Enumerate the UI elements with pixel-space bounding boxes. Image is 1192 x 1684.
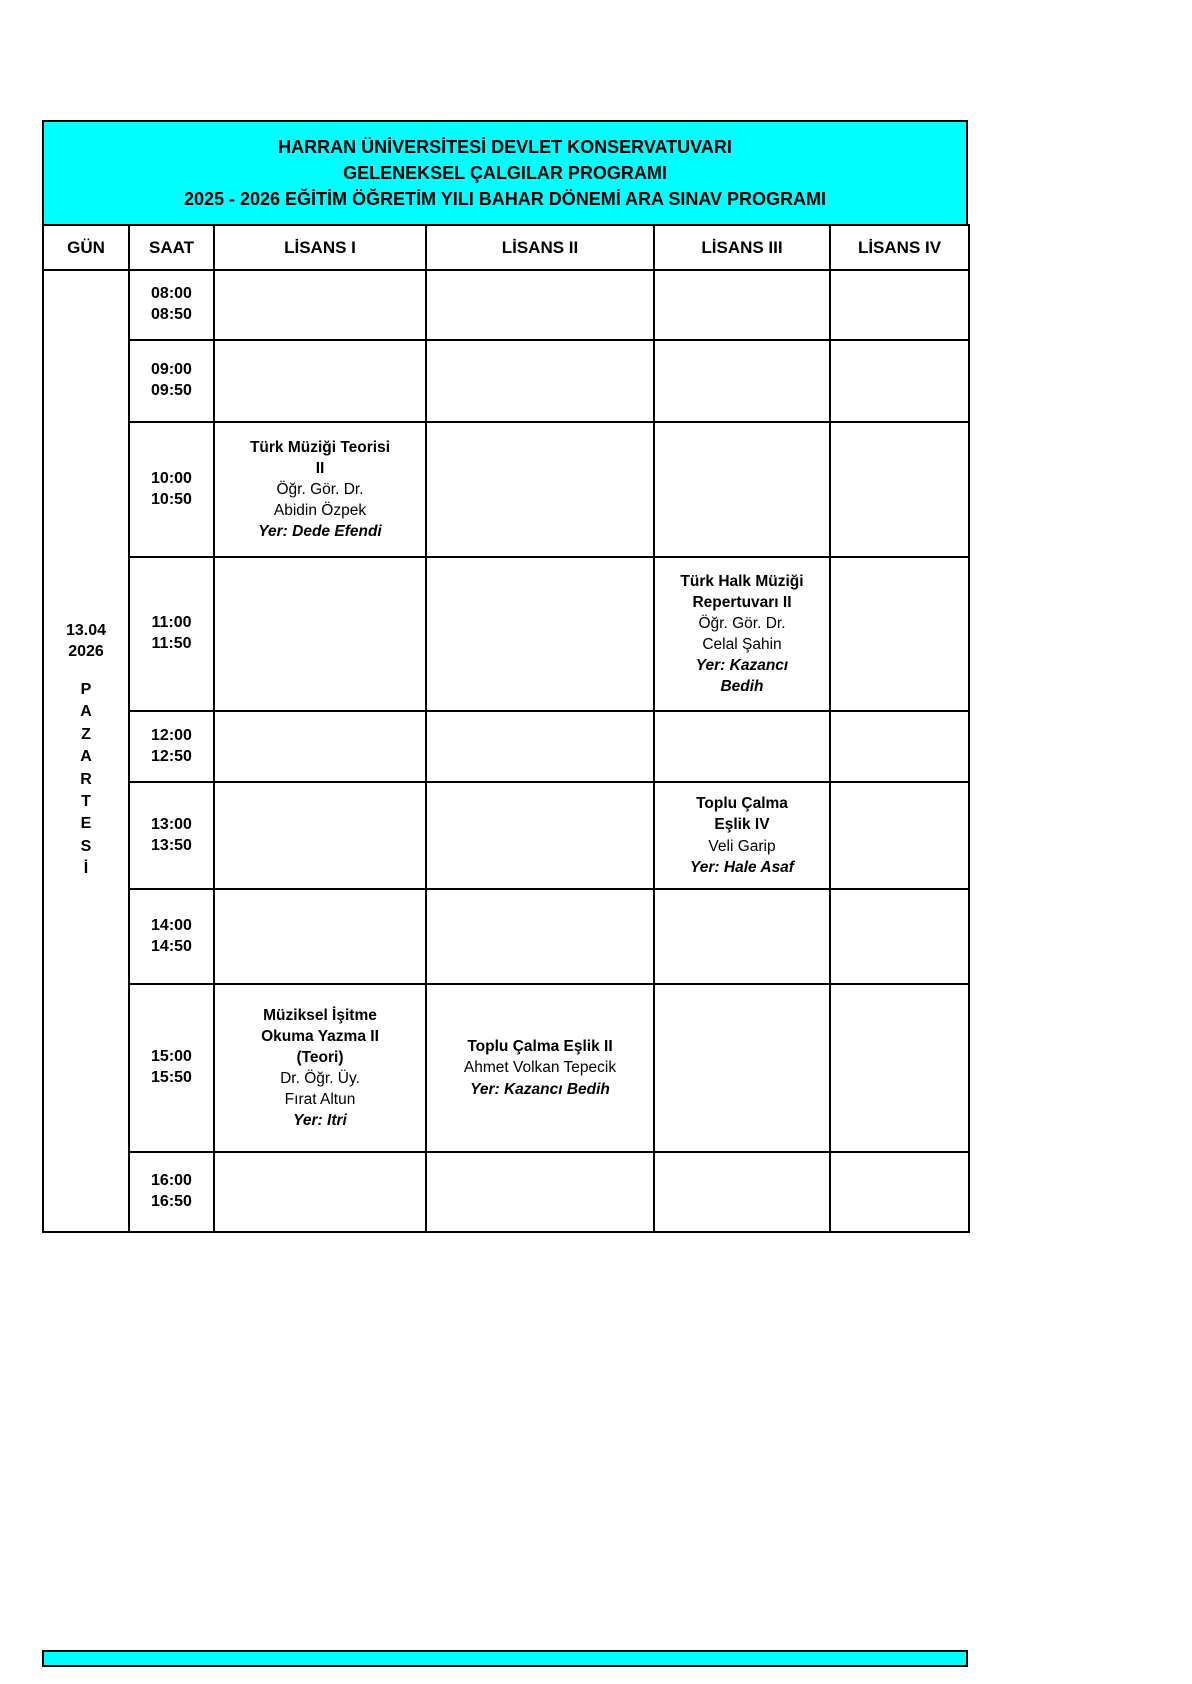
course-name-line: Okuma Yazma II: [261, 1027, 379, 1045]
time-cell: [129, 340, 214, 422]
time-start: 12:00: [151, 726, 192, 744]
title-line-1: HARRAN ÜNİVERSİTESİ DEVLET KONSERVATUVARI: [278, 136, 732, 157]
col-header-lisans-2: LİSANS II: [426, 225, 654, 270]
course-name-line: Türk Halk Müziği: [680, 572, 804, 590]
empty-cell: [214, 889, 426, 984]
empty-cell: [426, 270, 654, 340]
title-line-3: 2025 - 2026 EĞİTİM ÖĞRETİM YILI BAHAR DÖNEMİ ARA SINAV PROGRAMI: [183, 189, 827, 210]
instructor-line: Veli Garip: [708, 837, 776, 855]
instructor-line: Öğr. Gör. Dr.: [698, 614, 786, 632]
time-cell: [129, 782, 214, 889]
time-start: 09:00: [151, 361, 192, 379]
time-cell: [129, 270, 214, 340]
time-cell: [129, 711, 214, 782]
schedule-row: [43, 270, 969, 340]
empty-cell: [830, 270, 969, 340]
instructor-line: Öğr. Gör. Dr.: [276, 480, 364, 498]
empty-cell: [214, 557, 426, 711]
schedule-row: [43, 422, 969, 557]
time-start: 16:00: [151, 1172, 192, 1190]
day-name-letter: S: [80, 837, 92, 855]
col-header-lisans-3: LİSANS III: [654, 225, 830, 270]
instructor-line: Fırat Altun: [284, 1091, 356, 1109]
day-name-letter: Z: [81, 725, 91, 743]
time-cell: [129, 889, 214, 984]
exam-cell: [426, 984, 654, 1152]
col-header-gun: GÜN: [43, 225, 129, 270]
instructor-line: Ahmet Volkan Tepecik: [463, 1059, 617, 1077]
time-start: 13:00: [151, 815, 192, 833]
day-date-line-2: 2026: [68, 643, 104, 661]
exam-place-line: Yer: Kazancı Bedih: [470, 1080, 610, 1098]
time-start: 14:00: [151, 916, 192, 934]
empty-cell: [830, 984, 969, 1152]
day-name-letter: R: [80, 770, 92, 788]
time-start: 10:00: [151, 469, 192, 487]
empty-cell: [426, 782, 654, 889]
empty-cell: [830, 889, 969, 984]
empty-cell: [830, 340, 969, 422]
instructor-line: Celal Şahin: [702, 636, 782, 653]
empty-cell: [654, 422, 830, 557]
exam-cell: [214, 422, 426, 557]
exam-place-line: Yer: Hale Asaf: [690, 858, 794, 876]
empty-cell: [654, 711, 830, 782]
empty-cell: [214, 340, 426, 422]
empty-cell: [426, 422, 654, 557]
exam-place-line: Yer: Kazancı: [695, 657, 789, 675]
time-end: 08:50: [151, 306, 192, 323]
time-cell: [129, 984, 214, 1152]
time-end: 11:50: [151, 635, 192, 652]
day-cell: [43, 270, 129, 1232]
time-end: 09:50: [151, 382, 192, 399]
time-end: 13:50: [151, 836, 192, 854]
empty-cell: [830, 422, 969, 557]
instructor-line: Dr. Öğr. Üy.: [280, 1070, 360, 1087]
day-date-line-1: 13.04: [65, 622, 107, 640]
course-name-line: Eşlik IV: [714, 816, 770, 834]
schedule-row: [43, 340, 969, 422]
day-date: [48, 621, 124, 663]
empty-cell: [426, 889, 654, 984]
empty-cell: [654, 270, 830, 340]
schedule-row: [43, 889, 969, 984]
empty-cell: [214, 782, 426, 889]
time-cell: [129, 422, 214, 557]
exam-schedule-document: [42, 120, 968, 1233]
day-name-letter: A: [80, 703, 92, 721]
time-cell: [129, 557, 214, 711]
col-header-lisans-1: LİSANS I: [214, 225, 426, 270]
next-day-banner-partial: [42, 1650, 968, 1667]
empty-cell: [426, 557, 654, 711]
schedule-row: [43, 711, 969, 782]
empty-cell: [830, 1152, 969, 1232]
time-end: 14:50: [151, 937, 192, 955]
course-name-line: II: [315, 459, 325, 477]
exam-place-line: Yer: Dede Efendi: [258, 523, 382, 541]
empty-cell: [654, 984, 830, 1152]
empty-cell: [214, 711, 426, 782]
day-name-letter: T: [81, 792, 91, 810]
schedule-table: [42, 224, 970, 1233]
instructor-line: Abidin Özpek: [273, 502, 367, 520]
exam-cell: [214, 984, 426, 1152]
schedule-row: [43, 1152, 969, 1232]
empty-cell: [654, 889, 830, 984]
empty-cell: [654, 1152, 830, 1232]
empty-cell: [214, 1152, 426, 1232]
schedule-row: [43, 782, 969, 889]
exam-place-line: Yer: Itri: [293, 1112, 347, 1130]
exam-place-line: Bedih: [720, 678, 764, 696]
empty-cell: [426, 340, 654, 422]
title-line-2: GELENEKSEL ÇALGILAR PROGRAMI: [343, 162, 667, 183]
course-name-line: Türk Müziği Teorisi: [249, 438, 391, 456]
time-end: 15:50: [151, 1069, 192, 1086]
schedule-row: [43, 557, 969, 711]
course-name-line: Müziksel İşitme: [263, 1006, 377, 1024]
day-name-vertical: [48, 679, 124, 881]
empty-cell: [654, 340, 830, 422]
col-header-lisans-4: LİSANS IV: [830, 225, 969, 270]
empty-cell: [830, 711, 969, 782]
course-name-line: Repertuvarı II: [692, 593, 792, 611]
day-name-letter: P: [80, 681, 92, 699]
col-header-saat: SAAT: [129, 225, 214, 270]
schedule-row: [43, 984, 969, 1152]
time-start: 08:00: [151, 285, 192, 303]
time-cell: [129, 1152, 214, 1232]
exam-cell: [654, 782, 830, 889]
day-name-letter: A: [80, 748, 92, 766]
empty-cell: [830, 557, 969, 711]
course-name-line: Toplu Çalma Eşlik II: [467, 1038, 613, 1056]
time-end: 10:50: [151, 490, 192, 508]
time-start: 15:00: [151, 1048, 192, 1066]
day-name-letter: E: [80, 815, 92, 833]
empty-cell: [426, 1152, 654, 1232]
day-name-letter: İ: [83, 860, 89, 878]
course-name-line: (Teori): [296, 1048, 344, 1066]
time-start: 11:00: [151, 614, 192, 632]
empty-cell: [830, 782, 969, 889]
empty-cell: [426, 711, 654, 782]
schedule-header-row: [43, 225, 969, 270]
empty-cell: [214, 270, 426, 340]
course-name-line: Toplu Çalma: [696, 795, 788, 813]
exam-cell: [654, 557, 830, 711]
time-end: 12:50: [151, 747, 192, 765]
time-end: 16:50: [151, 1193, 192, 1210]
document-title-banner: [42, 120, 968, 226]
